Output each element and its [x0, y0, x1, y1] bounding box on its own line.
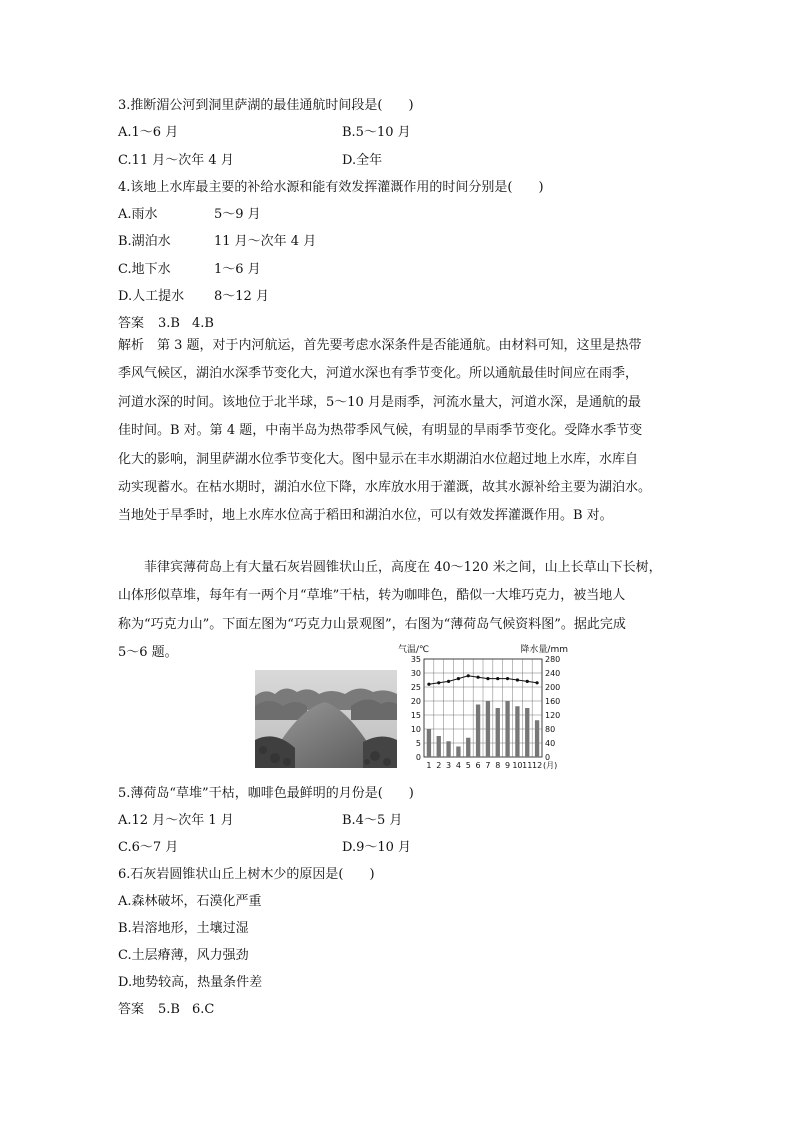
precip-bar: [496, 708, 500, 757]
precip-tick-label: 40: [545, 739, 556, 748]
month-tick-label: 8: [495, 761, 501, 770]
analysis-line: 季风气候区，湖泊水深季节变化大，河道水深也有季节变化。所以通航最佳时间应在雨季，: [118, 366, 639, 382]
month-tick-label: 3: [446, 761, 452, 770]
q4-option-c-time: 1～6 月: [214, 262, 261, 277]
month-tick-label: 5: [465, 761, 471, 770]
temp-point: [516, 678, 519, 681]
month-tick-label: 2: [436, 761, 442, 770]
q6-option-b: B.岩溶地形，土壤过湿: [118, 921, 249, 936]
q3-option-a: A.1～6 月: [118, 125, 179, 140]
answer-4: 4.B: [191, 316, 214, 331]
temp-point: [447, 680, 450, 683]
temp-tick-label: 20: [410, 697, 421, 706]
precip-bar: [427, 729, 431, 757]
climate-chart: [398, 643, 570, 777]
precip-bar: [437, 736, 441, 757]
temp-point: [486, 677, 489, 680]
analysis-line: 动实现蓄水。在枯水期时，湖泊水位下降，水库放水用于灌溉，故其水源补给主要为湖泊水。: [118, 480, 652, 496]
q4-stem: 4.该地上水库最主要的补给水源和能有效发挥灌溉作用的时间分别是( ): [118, 180, 544, 195]
temp-point: [496, 677, 499, 680]
month-tick-label: 7: [485, 761, 491, 770]
temp-tick-label: 5: [415, 739, 421, 748]
q4-option-a-time: 5～9 月: [214, 207, 261, 222]
q5-option-b: B.4～5 月: [342, 813, 403, 828]
q4-option-c-label: C.地下水: [118, 262, 171, 277]
q3-options-row1: [118, 123, 178, 143]
answer-3-4: [118, 314, 214, 334]
temp-point: [526, 680, 529, 683]
answer-5: 5.B: [158, 1002, 180, 1017]
q5-option-a: A.12 月～次年 1 月: [118, 813, 234, 828]
q6-option-a: A.森林破坏，石漠化严重: [118, 894, 262, 909]
q4-option-d: [118, 287, 269, 307]
temp-axis-label: 气温/℃: [398, 645, 430, 655]
q3-option-d: D.全年: [342, 153, 383, 168]
precip-bar: [476, 705, 480, 758]
precip-bar: [505, 701, 509, 757]
answer-label: 答案: [118, 316, 145, 331]
q4-option-b-time: 11 月～次年 4 月: [214, 234, 317, 249]
month-axis-suffix: (月): [543, 761, 558, 770]
q4-option-d-time: 8～12 月: [214, 289, 269, 304]
chart-grid: [424, 659, 542, 757]
q4-option-b-label: B.湖泊水: [118, 234, 171, 249]
temp-tick-label: 35: [410, 655, 421, 664]
temp-tick-label: 15: [410, 711, 421, 720]
q5-stem: 5.薄荷岛“草堆”干枯，咖啡色最鲜明的月份是( ): [118, 786, 414, 801]
temp-tick-label: 25: [410, 683, 421, 692]
material-line: 称为“巧克力山”。下面左图为“巧克力山景观图”，右图为“薄荷岛气候资料图”。据此完成: [118, 616, 626, 632]
q3-option-c: C.11 月～次年 4 月: [118, 153, 234, 168]
q6-option-c: C.土层瘠薄，风力强劲: [118, 948, 249, 963]
temp-point: [427, 683, 430, 686]
chocolate-hills-photo: [255, 670, 397, 768]
precip-bar: [486, 701, 490, 757]
analysis-line: 当地处于旱季时，地上水库水位高于稻田和湖泊水位，可以有效发挥灌溉作用。B 对。: [118, 508, 613, 524]
material-line: 山体形似草堆，每年有一两个月“草堆”干枯，转为咖啡色，酷似一大堆巧克力，被当地人: [118, 588, 626, 604]
answer-5-6: [118, 1000, 214, 1020]
temp-point: [535, 681, 538, 684]
q3-option-b: B.5～10 月: [342, 125, 411, 140]
q6-option-d: D.地势较高，热量条件差: [118, 975, 263, 990]
temp-point: [437, 681, 440, 684]
precip-tick-label: 240: [545, 669, 561, 678]
precip-bar: [456, 747, 460, 758]
precip-bar: [515, 706, 519, 757]
q4-option-c: [118, 260, 261, 280]
precip-bar: [466, 738, 470, 757]
q5-option-c: C.6～7 月: [118, 840, 179, 855]
month-tick-label: 4: [455, 761, 461, 770]
q4-option-d-label: D.人工提水: [118, 289, 185, 304]
month-tick-label: 10: [512, 761, 523, 770]
temp-tick-label: 0: [415, 753, 421, 762]
q6-stem: 6.石灰岩圆锥状山丘上树木少的原因是( ): [118, 867, 375, 882]
month-tick-label: 6: [475, 761, 481, 770]
precip-axis-label: 降水量/mm: [520, 645, 568, 655]
q4-option-a: [118, 205, 261, 225]
precip-tick-label: 200: [545, 683, 561, 692]
q5-option-d: D.9～10 月: [342, 840, 412, 855]
analysis-line: 河道水深的时间。该地位于北半球，5～10 月是雨季，河流水量大，河道水深，是通航的最: [118, 394, 641, 410]
precip-tick-label: 120: [545, 711, 561, 720]
answer-label: 答案: [118, 1002, 145, 1017]
precip-bar: [535, 720, 539, 757]
temp-point: [476, 676, 479, 679]
temp-tick-label: 10: [410, 725, 421, 734]
temp-point: [467, 674, 470, 677]
q3-stem: 3.推断湄公河到洞里萨湖的最佳通航时间段是( ): [118, 98, 414, 113]
material-line: 5～6 题。: [118, 645, 178, 661]
q4-option-b: [118, 232, 316, 252]
month-tick-label: 12: [531, 761, 543, 770]
answer-3: 3.B: [158, 316, 180, 331]
precip-bar: [446, 741, 450, 757]
analysis-line: 解析 第 3 题，对于内河航运，首先要考虑水深条件是否能通航。由材料可知，这里是热带: [118, 338, 642, 353]
precip-tick-label: 80: [545, 725, 556, 734]
temp-point: [457, 677, 460, 680]
analysis-line: 佳时间。B 对。第 4 题，中南半岛为热带季风气候，有明显的旱雨季节变化。受降水季节变: [118, 423, 643, 439]
precip-tick-label: 160: [545, 697, 561, 706]
analysis-paragraph: [118, 332, 684, 531]
month-tick-label: 1: [426, 761, 432, 770]
q4-option-a-label: A.雨水: [118, 207, 158, 222]
answer-6: 6.C: [191, 1002, 215, 1017]
month-tick-label: 9: [505, 761, 511, 770]
precip-tick-label: 280: [545, 655, 561, 664]
precip-tick-label: 0: [545, 753, 551, 762]
month-tick-label: 11: [522, 761, 533, 770]
precip-bar: [525, 708, 529, 757]
temp-tick-label: 30: [410, 669, 421, 678]
material-line: 菲律宾薄荷岛上有大量石灰岩圆锥状山丘，高度在 40～120 米之间，山上长草山下长树，: [144, 560, 662, 575]
analysis-line: 化大的影响，洞里萨湖水位季节变化大。图中显示在丰水期湖泊水位超过地上水库，水库自: [118, 451, 639, 467]
temp-point: [506, 677, 509, 680]
